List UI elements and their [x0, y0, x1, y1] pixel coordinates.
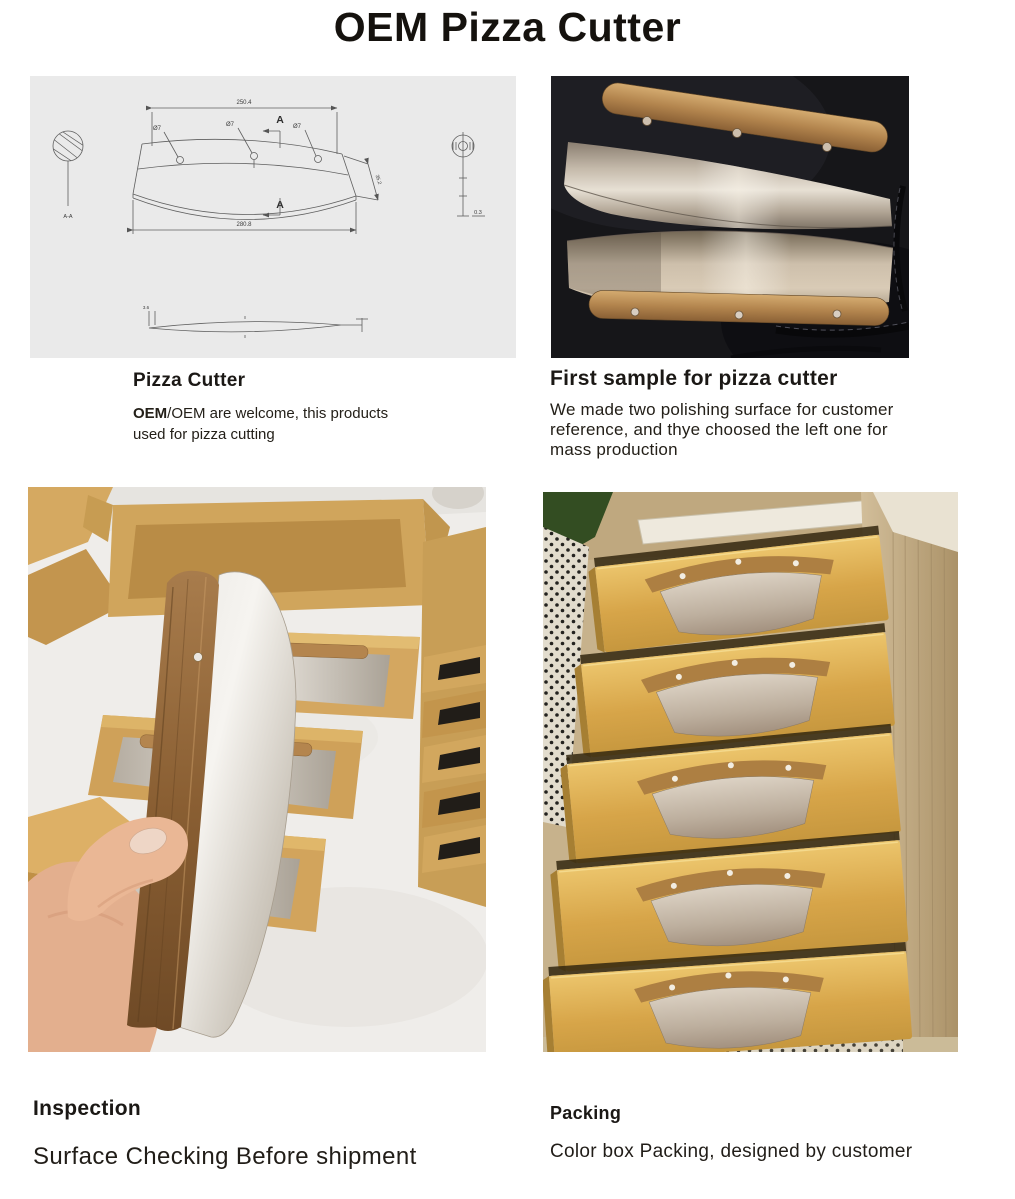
sample-caption-line2: reference, and thye choosed the left one for [550, 420, 888, 439]
blade-side-view [143, 305, 368, 338]
detail-label: A-A [63, 214, 73, 220]
inspection-caption-body: Surface Checking Before shipment [33, 1143, 417, 1170]
sample-caption-line3: mass production [550, 440, 678, 459]
inspection-photo [28, 487, 486, 1052]
sample-caption-line1: We made two polishing surface for customer [550, 400, 894, 419]
labeled-box-stack [418, 527, 486, 907]
dim-thickness: 3.6 [142, 305, 150, 310]
packing-photo-image [543, 492, 958, 1052]
section-label-top: A [276, 114, 284, 126]
sample-photo [551, 76, 909, 358]
handle-section-view [452, 132, 485, 216]
sample-photo-image [551, 76, 909, 358]
inspection-caption-title: Inspection [33, 1097, 142, 1120]
drawing-caption-line2: used for pizza cutting [133, 426, 275, 443]
drawing-caption [133, 370, 473, 445]
inspection-photo-image [28, 487, 486, 1052]
dim-top-width: 250.4 [236, 100, 252, 106]
page-title: OEM Pizza Cutter [333, 4, 682, 50]
dim-hole-mid: Ø7 [225, 122, 235, 128]
section-label-bottom: A [276, 199, 284, 211]
drawing-caption-line1: OEM/OEM are welcome, this products [133, 405, 389, 422]
dim-bottom-width: 280.8 [236, 222, 252, 228]
technical-drawing [30, 76, 516, 358]
inspection-caption [33, 1097, 503, 1171]
packing-caption-body: Color box Packing, designed by customer [550, 1141, 913, 1162]
packing-caption-title: Packing [550, 1103, 622, 1123]
section-detail-view [52, 130, 84, 220]
dim-edge: 0.3 [474, 210, 482, 216]
technical-drawing-panel [30, 76, 516, 358]
dim-side: 35.2 [373, 174, 383, 186]
handle-rivet-top [194, 653, 203, 662]
blade-outline [133, 139, 356, 219]
sample-caption [550, 367, 1010, 460]
dim-hole-right: Ø7 [292, 124, 302, 130]
packing-photo [543, 492, 958, 1052]
dim-hole-left: Ø7 [152, 126, 162, 132]
drawing-caption-title: Pizza Cutter [133, 370, 246, 391]
sample-caption-title: First sample for pizza cutter [550, 367, 838, 390]
packing-caption [550, 1103, 1010, 1163]
